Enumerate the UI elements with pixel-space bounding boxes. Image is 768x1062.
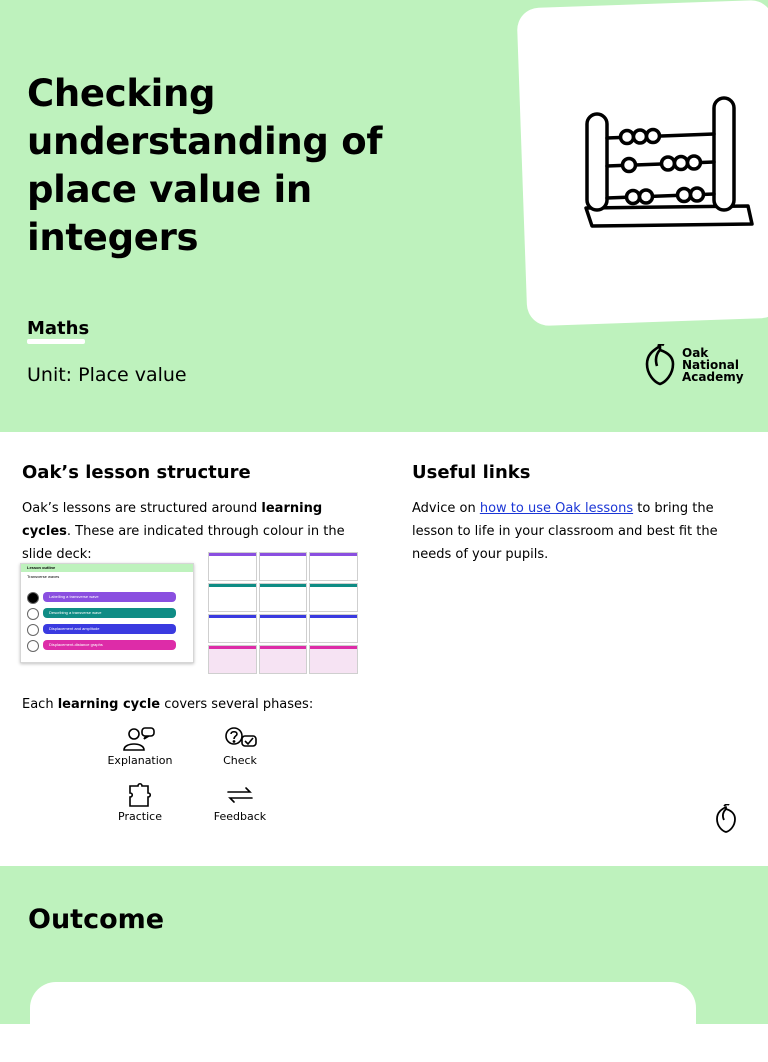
slide-thumb <box>309 552 358 581</box>
outline-item: Describing a transverse wave <box>43 608 176 618</box>
outcome-card <box>30 982 696 1062</box>
lesson-structure-intro: Oak’s lessons are structured around learning cycles. These are indicated through colour in the slide deck: <box>22 501 345 562</box>
slide-thumb <box>208 583 257 612</box>
phase-label: Explanation <box>107 754 173 767</box>
slide-thumb <box>208 645 257 674</box>
phase-check <box>204 726 276 767</box>
slide-thumb <box>309 645 358 674</box>
check-icon <box>222 726 258 752</box>
outline-subtitle: Transverse waves <box>27 574 60 579</box>
outline-item: Labelling a transverse wave <box>43 592 176 602</box>
learning-cycle-text: Each learning cycle covers several phases: <box>22 697 314 712</box>
oak-logo[interactable] <box>644 344 744 386</box>
outcome-heading: Outcome <box>28 904 165 935</box>
subject-label: Maths <box>27 318 90 339</box>
slide-thumb <box>259 614 308 643</box>
outline-header: Lesson outline <box>21 564 193 572</box>
subject-underline <box>27 339 85 344</box>
outline-dot <box>27 640 39 652</box>
unit-label: Unit: <box>27 364 73 386</box>
unit-line <box>27 364 187 386</box>
lesson-outline-thumbnail <box>20 563 194 663</box>
phase-feedback <box>204 782 276 823</box>
phase-explanation <box>104 726 176 767</box>
oak-lessons-link[interactable]: how to use Oak lessons <box>479 501 634 516</box>
practice-icon <box>122 782 158 808</box>
slide-thumb <box>208 614 257 643</box>
lesson-structure-heading: Oak’s lesson structure <box>22 462 251 483</box>
acorn-logo-icon <box>644 344 676 386</box>
acorn-icon <box>714 804 738 834</box>
explanation-icon <box>122 726 158 752</box>
slide-thumb <box>259 552 308 581</box>
phase-label: Practice <box>118 810 162 823</box>
outline-dot <box>27 592 39 604</box>
slide-thumb <box>309 614 358 643</box>
feedback-icon <box>222 782 258 808</box>
outline-item: Displacement-distance graphs <box>43 640 176 650</box>
useful-links-heading: Useful links <box>412 462 531 483</box>
phase-practice <box>104 782 176 823</box>
outline-item: Displacement and amplitude <box>43 624 176 634</box>
abacus-icon <box>578 94 758 250</box>
unit-value: Place value <box>78 364 187 386</box>
slide-deck-thumbnails <box>208 552 358 674</box>
slide-thumb <box>259 645 308 674</box>
logo-text: Oak National Academy <box>682 346 744 384</box>
slide-thumb <box>309 583 358 612</box>
outline-dot <box>27 624 39 636</box>
lesson-title: Checking understanding of place value in integers <box>27 72 383 259</box>
slide-thumb <box>259 583 308 612</box>
useful-links-text: Advice on how to use Oak lessons to bring the lesson to life in your classroom and best fit the needs of your pupils. <box>412 501 718 562</box>
outline-dot <box>27 608 39 620</box>
phase-label: Check <box>223 754 257 767</box>
phase-label: Feedback <box>213 810 267 823</box>
slide-thumb <box>208 552 257 581</box>
